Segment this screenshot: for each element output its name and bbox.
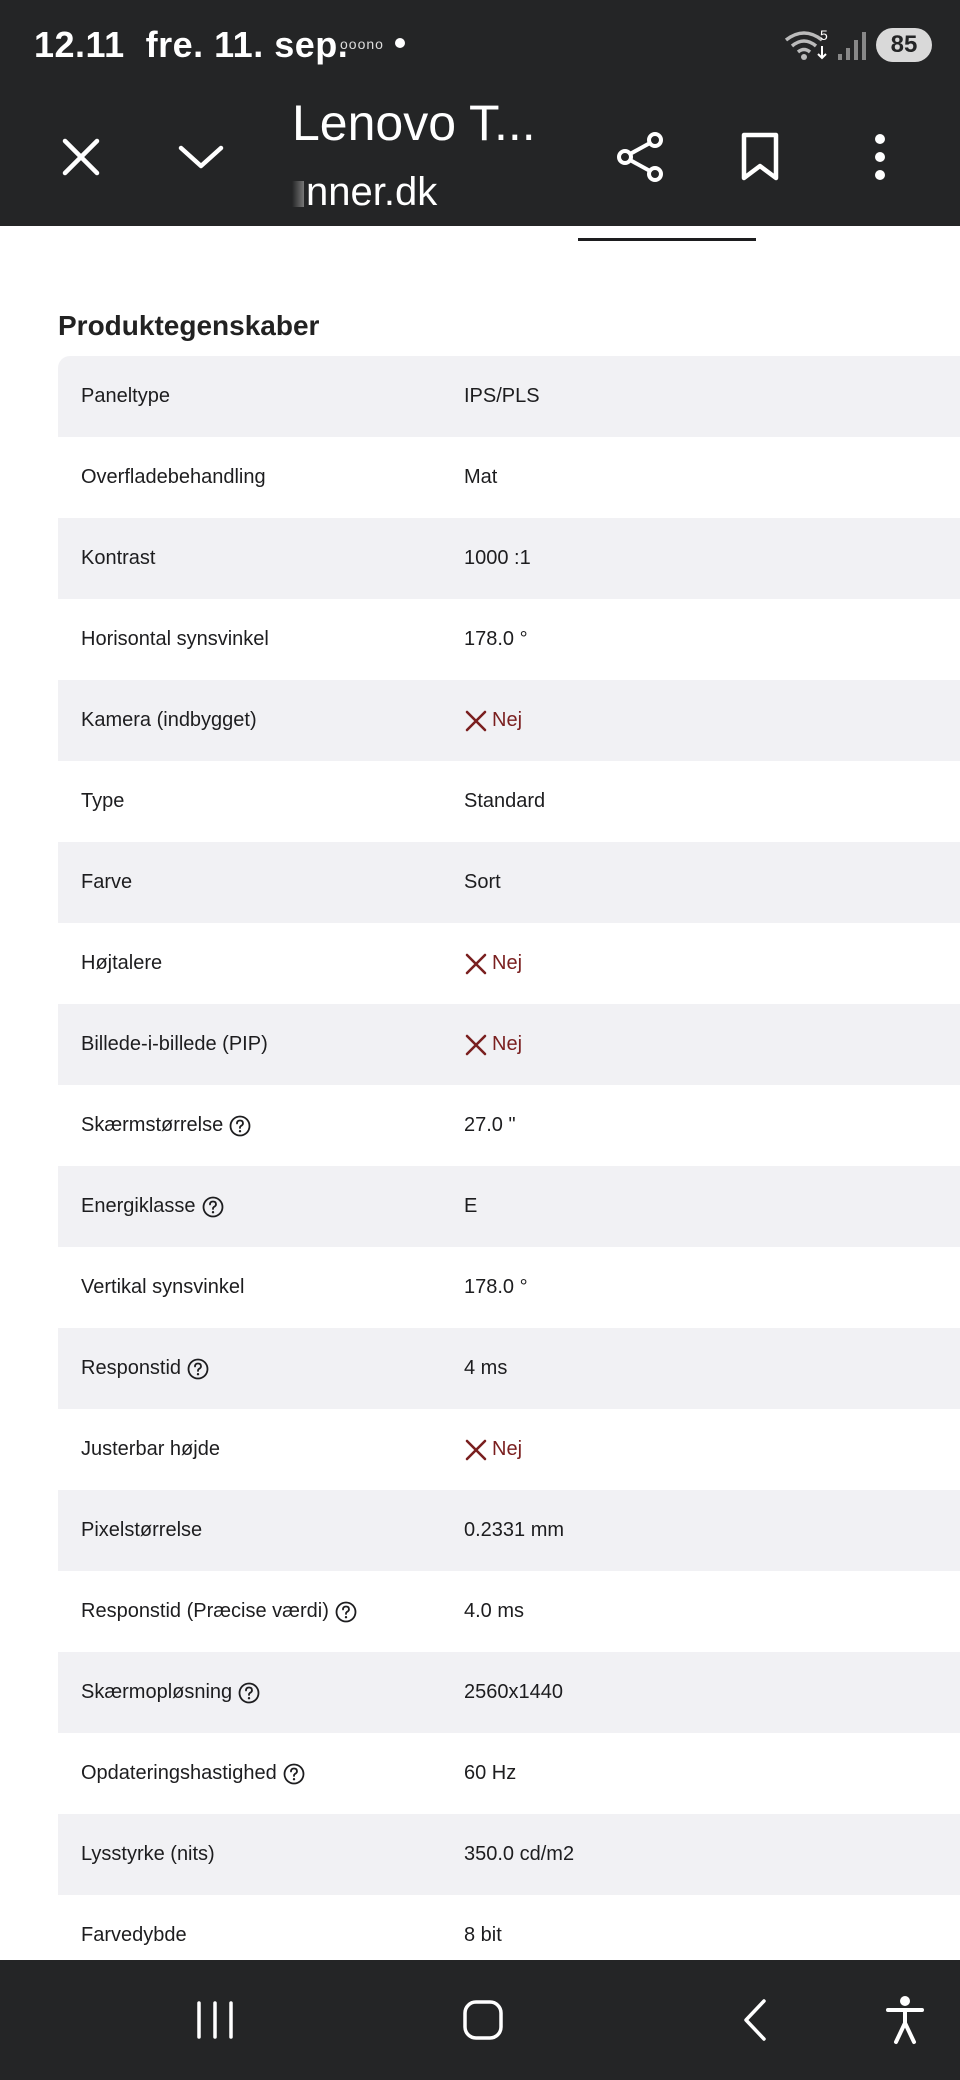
status-bar (0, 0, 960, 92)
status-time (34, 24, 348, 66)
spec-row (58, 599, 960, 680)
spec-value-text: Nej (492, 709, 523, 731)
home-icon (461, 1998, 505, 2042)
question-circle-icon[interactable] (187, 1358, 209, 1380)
spec-value-text: 4.0 ms (464, 1600, 525, 1622)
spec-label-text: Kontrast (81, 547, 156, 569)
url-fade (292, 181, 304, 207)
page-title: Lenovo T... (292, 95, 536, 151)
spec-label (58, 1438, 464, 1461)
spec-value (464, 790, 545, 813)
spec-row (58, 1652, 960, 1733)
spec-row (58, 1571, 960, 1652)
spec-value (464, 547, 531, 570)
spec-label (58, 628, 464, 651)
spec-value (464, 952, 522, 976)
spec-value (464, 466, 497, 489)
spec-label-text: Billede-i-billede (PIP) (81, 1033, 268, 1055)
battery-indicator: 85 (876, 28, 932, 62)
spec-row (58, 1247, 960, 1328)
spec-value-text: 350.0 cd/m2 (464, 1843, 575, 1865)
spec-label (58, 790, 464, 813)
question-circle-icon[interactable] (335, 1601, 357, 1623)
url-text: nner.dk (306, 170, 438, 214)
close-button[interactable] (46, 122, 116, 192)
spec-value-text: Nej (492, 1033, 523, 1055)
spec-label-text: Paneltype (81, 385, 170, 407)
spec-row (58, 1004, 960, 1085)
spec-label-text: Skærmstørrelse (81, 1114, 224, 1136)
status-date: fre. 11. sep. (145, 24, 349, 65)
spec-value-text: E (464, 1195, 478, 1217)
spec-label-text: Højtalere (81, 952, 163, 974)
spec-value (464, 385, 540, 408)
web-content (0, 226, 960, 1960)
page-url (292, 170, 437, 215)
spec-row (58, 923, 960, 1004)
recent-apps-icon (193, 2000, 237, 2040)
spec-row (58, 518, 960, 599)
spec-row (58, 1409, 960, 1490)
spec-value (464, 709, 522, 733)
spec-row (58, 1085, 960, 1166)
spec-value (464, 1276, 528, 1299)
x-mark-icon (464, 709, 488, 733)
accessibility-button[interactable] (875, 1990, 935, 2050)
spec-label (58, 1843, 464, 1866)
spec-value-text: 2560x1440 (464, 1681, 563, 1703)
spec-label (58, 1033, 464, 1056)
spec-row (58, 1814, 960, 1895)
spec-row (58, 761, 960, 842)
bookmark-button[interactable] (725, 122, 795, 192)
spec-row (58, 1166, 960, 1247)
signal-icon (836, 30, 870, 62)
spec-row (58, 356, 960, 437)
spec-label-text: Opdateringshastighed (81, 1762, 277, 1784)
spec-row (58, 1895, 960, 1960)
spec-label-text: Pixelstørrelse (81, 1519, 203, 1541)
spec-value (464, 1114, 516, 1137)
spec-label-text: Responstid (Præcise værdi) (81, 1600, 329, 1622)
browser-header (0, 0, 960, 226)
custom-tab-bar (0, 92, 960, 226)
spec-row (58, 437, 960, 518)
back-icon (740, 1997, 770, 2043)
spec-value-text: 8 bit (464, 1924, 502, 1946)
spec-label (58, 1519, 464, 1542)
spec-row (58, 842, 960, 923)
spec-label (58, 1600, 464, 1623)
spec-row (58, 1328, 960, 1409)
question-circle-icon[interactable] (238, 1682, 260, 1704)
spec-value (464, 1843, 574, 1866)
spec-label (58, 1357, 464, 1380)
spec-label-text: Skærmopløsning (81, 1681, 233, 1703)
spec-value-text: 178.0 ° (464, 628, 528, 650)
spec-label (58, 1195, 464, 1218)
spec-row (58, 1733, 960, 1814)
spec-value-text: 178.0 ° (464, 1276, 528, 1298)
bookmark-icon (740, 132, 780, 182)
section-title: Produktegenskaber (58, 310, 320, 341)
spec-label (58, 709, 464, 732)
spec-value (464, 1924, 502, 1947)
wifi-badge: 5 (820, 28, 828, 43)
spec-label (58, 1114, 464, 1137)
spec-value (464, 1519, 564, 1542)
spec-value (464, 1438, 522, 1462)
spec-value (464, 1681, 563, 1704)
wifi-icon (784, 28, 830, 62)
spec-value (464, 871, 501, 894)
spec-label-text: Justerbar højde (81, 1438, 220, 1460)
home-button[interactable] (453, 1990, 513, 2050)
spec-label (58, 385, 464, 408)
spec-label (58, 1924, 464, 1947)
spec-label-text: Kamera (indbygget) (81, 709, 257, 731)
more-vertical-icon (874, 134, 886, 180)
underline-divider (578, 238, 756, 241)
spec-label (58, 547, 464, 570)
spec-value-text: 0.2331 mm (464, 1519, 565, 1541)
spec-label-text: Vertikal synsvinkel (81, 1276, 245, 1298)
spec-value-text: 1000 :1 (464, 547, 531, 569)
spec-row (58, 1490, 960, 1571)
spec-label-text: Horisontal synsvinkel (81, 628, 269, 650)
spec-label (58, 1762, 464, 1785)
spec-value (464, 1033, 522, 1057)
spec-label-text: Responstid (81, 1357, 182, 1379)
spec-label (58, 871, 464, 894)
minimize-button[interactable] (166, 122, 236, 192)
spec-label-text: Farvedybde (81, 1924, 187, 1946)
spec-label-text: Farve (81, 871, 133, 893)
spec-value (464, 1357, 507, 1380)
system-navigation-bar (0, 1960, 960, 2080)
spec-label-text: Lysstyrke (nits) (81, 1843, 215, 1865)
spec-value-text: 27.0 " (464, 1114, 516, 1136)
spec-value-text: Sort (464, 871, 501, 893)
spec-value (464, 1195, 477, 1218)
spec-value (464, 1600, 524, 1623)
spec-value-text: Nej (492, 1438, 523, 1460)
question-circle-icon[interactable] (229, 1115, 251, 1137)
previous-row-partial (0, 226, 960, 246)
spec-label (58, 466, 464, 489)
spec-label (58, 952, 464, 975)
spec-label (58, 1276, 464, 1299)
x-mark-icon (464, 1438, 488, 1462)
chevron-down-icon (177, 142, 225, 172)
more-options-button[interactable] (845, 122, 915, 192)
spec-value-text: Mat (464, 466, 498, 488)
x-mark-icon (464, 1033, 488, 1057)
status-clock: 12.11 (34, 24, 125, 65)
question-circle-icon[interactable] (283, 1763, 305, 1785)
spec-table (58, 356, 960, 1960)
spec-value-text: Nej (492, 952, 523, 974)
spec-row (58, 680, 960, 761)
recent-apps-button[interactable] (185, 1990, 245, 2050)
spec-value (464, 628, 528, 651)
back-button[interactable] (725, 1990, 785, 2050)
x-mark-icon (464, 952, 488, 976)
share-button[interactable] (605, 122, 675, 192)
notification-app-icon: ooono (340, 36, 384, 52)
spec-value-text: 60 Hz (464, 1762, 517, 1784)
spec-value-text: IPS/PLS (464, 385, 540, 407)
accessibility-icon (885, 1995, 925, 2045)
question-circle-icon[interactable] (202, 1196, 224, 1218)
spec-label-text: Energiklasse (81, 1195, 196, 1217)
spec-label-text: Type (81, 790, 125, 812)
share-icon (615, 131, 665, 183)
spec-value-text: Standard (464, 790, 546, 812)
spec-label-text: Overfladebehandling (81, 466, 266, 488)
spec-label (58, 1681, 464, 1704)
notification-dot-icon (395, 38, 405, 48)
spec-value (464, 1762, 516, 1785)
spec-value-text: 4 ms (464, 1357, 508, 1379)
close-icon (61, 137, 101, 177)
